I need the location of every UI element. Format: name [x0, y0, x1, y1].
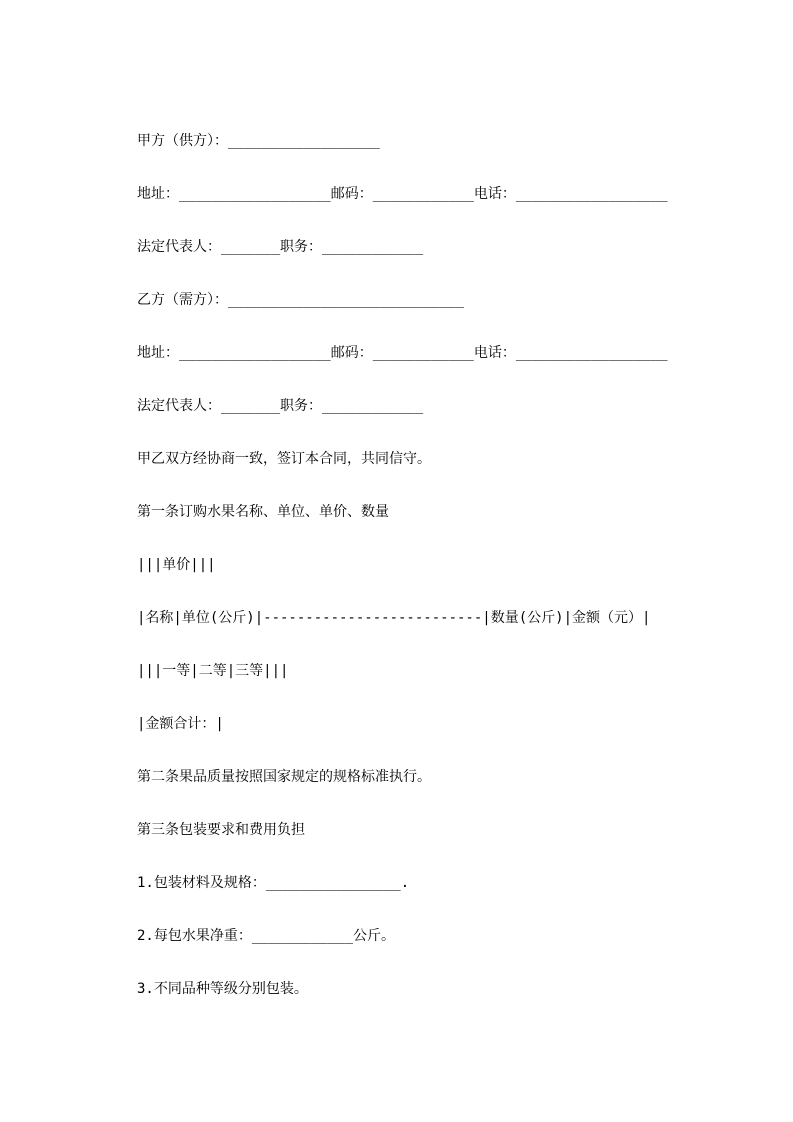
- price-table-row-3: |||一等|二等|三等|||: [137, 663, 289, 679]
- party-a-address-line: 地址：__________________邮码：____________电话：__________________: [137, 186, 668, 202]
- party-a-supplier-line: 甲方（供方）：__________________: [137, 133, 380, 149]
- packaging-material-line: 1.包装材料及规格：________________.: [137, 875, 410, 891]
- agreement-statement: 甲乙双方经协商一致，签订本合同，共同信守。: [137, 451, 431, 467]
- party-a-representative-line: 法定代表人：_______职务：____________: [137, 239, 424, 255]
- article-3-heading: 第三条包装要求和费用负担: [137, 822, 305, 838]
- separate-packaging-line: 3.不同品种等级分别包装。: [137, 981, 308, 997]
- party-b-buyer-line: 乙方（需方）：____________________________: [137, 292, 465, 308]
- article-2-heading: 第二条果品质量按照国家规定的规格标准执行。: [137, 769, 431, 785]
- party-b-address-line: 地址：__________________邮码：____________电话：__________________: [137, 345, 668, 361]
- price-table-row-1: |||单价|||: [137, 557, 216, 573]
- package-net-weight-line: 2.每包水果净重：____________公斤。: [137, 928, 396, 944]
- price-table-row-2: |名称|单位(公斤)|--------------------------|数量(公斤)|金额（元）|: [137, 610, 651, 626]
- party-b-representative-line: 法定代表人：_______职务：____________: [137, 398, 424, 414]
- price-table-total-row: |金额合计：|: [137, 716, 224, 732]
- article-1-heading: 第一条订购水果名称、单位、单价、数量: [137, 504, 389, 520]
